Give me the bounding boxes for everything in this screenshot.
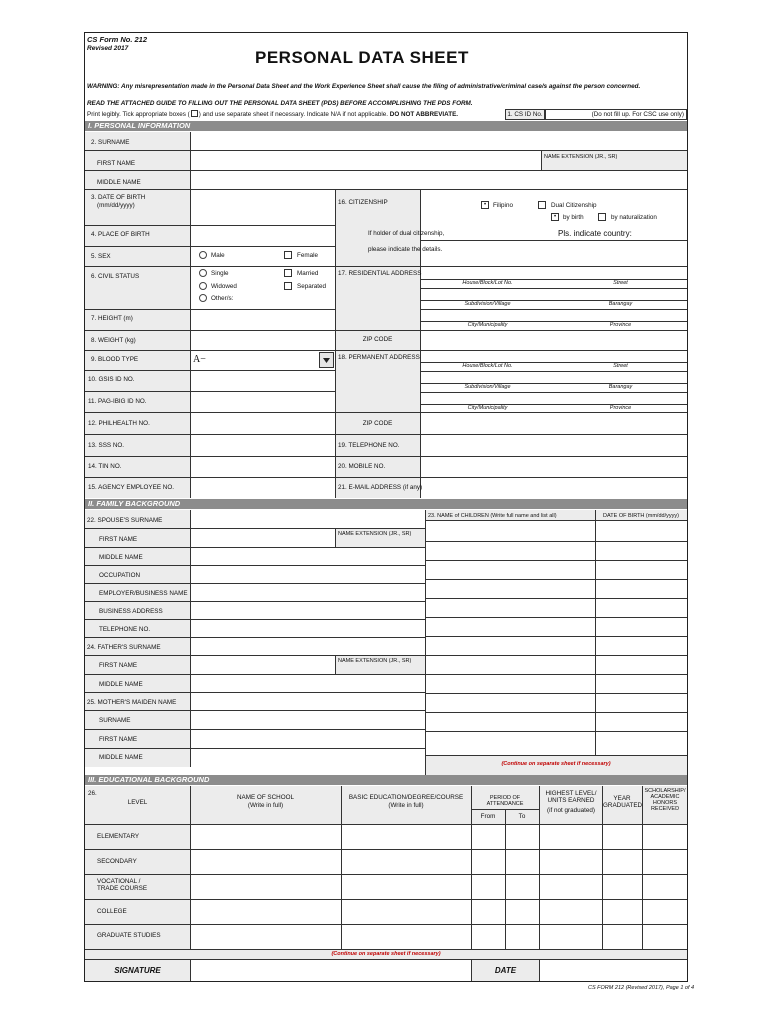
middle-name-label: MIDDLE NAME	[97, 179, 141, 186]
filipino-checkbox[interactable]: •	[481, 201, 489, 209]
date-field[interactable]	[540, 960, 687, 981]
vocational-row[interactable]	[191, 875, 687, 899]
revised-label: Revised 2017	[87, 45, 129, 52]
mother-maiden-input[interactable]	[191, 693, 425, 710]
permanent-city-input[interactable]	[421, 393, 687, 404]
indicate-details-text: please indicate the details.	[368, 246, 443, 253]
college-label: COLLEGE	[97, 908, 127, 915]
by-naturalization-label: by naturalization	[611, 214, 657, 221]
by-birth-label: by birth	[563, 214, 584, 221]
email-input[interactable]	[421, 478, 687, 498]
by-birth-checkbox[interactable]: •	[551, 213, 559, 221]
sss-label: 13. SSS NO.	[88, 442, 125, 449]
mother-first-name-label: FIRST NAME	[99, 736, 138, 743]
father-first-name-input[interactable]	[191, 656, 335, 674]
father-first-name-label: FIRST NAME	[99, 662, 138, 669]
sss-input[interactable]	[191, 435, 335, 456]
mother-maiden-label: 25. MOTHER'S MAIDEN NAME	[87, 699, 177, 706]
permanent-address-label: 18. PERMANENT ADDRESS	[338, 354, 420, 361]
occupation-label: OCCUPATION	[99, 572, 141, 579]
agency-no-label: 15. AGENCY EMPLOYEE NO.	[88, 484, 174, 491]
pagibig-label: 11. PAG-IBIG ID NO.	[88, 398, 147, 405]
residential-zip-input[interactable]	[421, 331, 687, 350]
business-address-input[interactable]	[191, 602, 425, 619]
residential-city-input[interactable]	[421, 310, 687, 321]
married-label: Married	[297, 270, 319, 277]
father-middle-name-input[interactable]	[191, 675, 425, 692]
chevron-down-icon[interactable]	[319, 352, 334, 368]
male-radio[interactable]	[199, 251, 207, 259]
permanent-zip-label: ZIP CODE	[362, 420, 393, 427]
signature-field[interactable]	[191, 960, 471, 981]
dual-holder-text: If holder of dual citizenship,	[368, 230, 445, 237]
spouse-first-name-label: FIRST NAME	[99, 536, 138, 543]
section-educational-background: III. EDUCATIONAL BACKGROUND	[85, 775, 687, 785]
residential-house-input[interactable]	[421, 267, 687, 279]
read-guide-text: READ THE ATTACHED GUIDE TO FILLING OUT THE PERSONAL DATA SHEET (PDS) BEFORE ACCOMPLISHING THE PDS FORM.	[87, 100, 473, 107]
section-family-background: II. FAMILY BACKGROUND	[85, 499, 687, 509]
year-graduated-header: YEAR GRADUATED	[603, 795, 643, 810]
spouse-telephone-label: TELEPHONE NO.	[99, 626, 151, 633]
married-checkbox[interactable]	[284, 269, 292, 277]
pagibig-input[interactable]	[191, 392, 335, 412]
single-label: Single	[211, 270, 229, 277]
mother-surname-label: SURNAME	[99, 717, 131, 724]
dob-input[interactable]	[191, 190, 335, 225]
mother-middle-name-label: MIDDLE NAME	[99, 754, 143, 761]
print-legibly-text: Print legibly. Tick appropriate boxes ( ) and use separate sheet if necessary. Indicate N/A if not applicable. DO NOT ABBREVIATE.	[87, 111, 459, 118]
permanent-house-input[interactable]	[421, 351, 687, 362]
mother-first-name-input[interactable]	[191, 730, 425, 748]
graduate-studies-row[interactable]	[191, 925, 687, 949]
page-title: PERSONAL DATA SHEET	[255, 48, 469, 67]
civil-status-label: 6. CIVIL STATUS	[91, 273, 140, 280]
signature-label: SIGNATURE	[114, 966, 161, 975]
children-dob-input[interactable]	[596, 522, 687, 754]
education-num: 26.	[88, 790, 97, 797]
level-header: LEVEL	[127, 799, 148, 806]
filipino-label: Filipino	[493, 202, 513, 209]
father-surname-label: 24. FATHER'S SURNAME	[87, 644, 161, 651]
spouse-middle-name-label: MIDDLE NAME	[99, 554, 143, 561]
date-label: DATE	[494, 966, 517, 975]
spouse-middle-name-input[interactable]	[191, 548, 425, 565]
agency-no-input[interactable]	[191, 478, 335, 498]
tin-label: 14. TIN NO.	[88, 463, 122, 470]
period-header: PERIOD OF ATTENDANCE	[486, 795, 524, 808]
elementary-label: ELEMENTARY	[97, 833, 140, 840]
single-radio[interactable]	[199, 269, 207, 277]
blood-type-value: A−	[193, 354, 206, 365]
section-personal-information: I. PERSONAL INFORMATION	[85, 121, 687, 131]
occupation-input[interactable]	[191, 566, 425, 583]
form-sheet: CS Form No. 212 Revised 2017 PERSONAL DATA SHEET WARNING: Any misrepresentation made in the Personal Data Sheet and the Work Experience Sheet shall cause the filing of administrative/criminal case/s against the person concerned. READ THE ATTACHED GUIDE TO FILLING OUT THE PERSONAL DATA SHEET (PDS) BEFORE ACCOMPLISHING THE PDS FORM. Print legibly. Tick appropriate boxes ( ) and use separate sheet if necessary. Indicate N/A if not applicable. DO NOT ABBREVIATE. 1. CS ID No. (Do not fill up. For CSC use only) I. PERSONAL INFORMATION 2. SURNAME FIRST NAME NAME EXTENSION (JR., SR) MIDDLE NAME 3. DATE OF BIRTH (mm/dd/yyyy) 4. PLACE OF BIRTH 5. SEX Male Female 6. CIVIL STATUS Single Married Widowed Separated Other/s: 7. HEIGHT (m) 8. WEIGHT (kg) 9. BLOOD TYPE A− 10. GSIS ID NO. 11. PAG-IBIG ID NO. 12. PHILHEALTH NO. 13. SSS NO. 14. TIN NO. 15. AGENCY EMPLOYEE NO. 16. CITIZENSHIP • Filipino Dual Citizenship • by birth by naturalization If holder of dual citizenship, Pls. indicate country: please indicate the details. 17. RESIDENTIAL ADDRESS House/Block/Lot No. Street Subdivision/Village Barangay City/Municipality Province ZIP CODE 18. PERMANENT ADDRESS House/Block/Lot No. Street Subdivision/Village Barangay City/Municipality Province ZIP CODE 19. TELEPHONE NO. 20. MOBILE NO. 21. E-MAIL ADDRESS (if any) II. FAMILY BACKGROUND 22. SPOUSE'S SURNAME FIRST NAME NAME EXTENSION (JR., SR) MIDDLE NAME OCCUPATION EMPLOYER/BUSINESS NAME BUSINESS ADDRESS TELEPHONE NO. 24. FATHER'S SURNAME FIRST NAME NAME EXTENSION (JR., SR) MIDDLE NAME 25. MOTHER'S MAIDEN NAME SURNAME FIRST NAME MIDDLE NAME 23. NAME of CHILDREN (Write full name and list all) DATE OF BIRTH (mm/dd/yyyy) (Continue on separate sheet if necessary) III. EDUCATIONAL BACKGROUND 26. LEVEL NAME OF SCHOOL (Write in full) BASIC EDUCATION/DEGREE/COURSE (Write in full) PERIOD OF ATTENDANCE From To HIGHEST LEVEL/ UNITS EARNED (if not graduated) YEAR GRADUATED SCHOLARSHIP/ ACADEMIC HONORS RECEIVED ELEMENTARY SECONDARY VOCATIONAL / TRADE COURSE COLLEGE GRADUATE STUDIES (Continue on separate sheet if necessary) SIGNATURE DATE	[84, 32, 688, 982]
height-label: 7. HEIGHT (m)	[91, 315, 133, 322]
employer-input[interactable]	[191, 584, 425, 601]
pob-input[interactable]	[191, 226, 335, 246]
dual-citizenship-checkbox[interactable]	[538, 201, 546, 209]
mobile-input[interactable]	[421, 457, 687, 477]
middle-name-input[interactable]	[191, 171, 687, 189]
gsis-input[interactable]	[191, 371, 335, 391]
dob-label: 3. DATE OF BIRTH	[91, 194, 146, 201]
telephone-label: 19. TELEPHONE NO.	[338, 442, 400, 449]
first-name-input[interactable]	[191, 151, 541, 170]
honors-header: SCHOLARSHIP/ ACADEMIC HONORS RECEIVED	[644, 788, 686, 813]
secondary-label: SECONDARY	[97, 858, 137, 865]
blood-type-select[interactable]	[191, 351, 335, 370]
mobile-label: 20. MOBILE NO.	[338, 463, 386, 470]
children-dob-label: DATE OF BIRTH (mm/dd/yyyy)	[603, 513, 679, 519]
blood-type-label: 9. BLOOD TYPE	[91, 356, 139, 363]
tick-box-sample	[191, 110, 198, 117]
pob-label: 4. PLACE OF BIRTH	[91, 231, 150, 238]
college-row[interactable]	[191, 900, 687, 924]
first-name-label: FIRST NAME	[97, 160, 136, 167]
widowed-label: Widowed	[211, 283, 237, 290]
female-checkbox[interactable]	[284, 251, 292, 259]
height-input[interactable]	[191, 310, 335, 330]
warning-text: WARNING: Any misrepresentation made in the Personal Data Sheet and the Work Experience Sheet shall cause the filing of administrative/criminal case/s against the person concerned.	[87, 83, 641, 90]
children-names-input[interactable]	[426, 522, 594, 754]
by-naturalization-checkbox[interactable]	[598, 213, 606, 221]
mother-middle-name-input[interactable]	[191, 749, 425, 767]
father-middle-name-label: MIDDLE NAME	[99, 681, 143, 688]
to-header: To	[518, 813, 526, 820]
employer-label: EMPLOYER/BUSINESS NAME	[99, 590, 188, 597]
separated-label: Separated	[297, 283, 327, 290]
spouse-telephone-input[interactable]	[191, 620, 425, 637]
spouse-name-extension-box[interactable]: NAME EXTENSION (JR., SR)	[335, 529, 425, 547]
school-header: NAME OF SCHOOL	[236, 794, 295, 801]
family-continue-note: (Continue on separate sheet if necessary)	[501, 761, 611, 767]
page-footer: CS FORM 212 (Revised 2017), Page 1 of 4	[588, 985, 695, 991]
others-label: Other/s:	[211, 295, 234, 302]
vocational-label: VOCATIONAL / TRADE COURSE	[97, 878, 148, 893]
email-label: 21. E-MAIL ADDRESS (if any)	[338, 484, 423, 491]
dual-citizenship-label: Dual Citizenship	[551, 202, 597, 209]
spouse-surname-label: 22. SPOUSE'S SURNAME	[87, 517, 163, 524]
spouse-surname-input[interactable]	[191, 511, 425, 528]
permanent-zip-input[interactable]	[421, 413, 687, 434]
graduate-studies-label: GRADUATE STUDIES	[97, 932, 161, 939]
cs-id-label-box: 1. CS ID No.	[505, 109, 545, 120]
surname-label: 2. SURNAME	[91, 139, 130, 146]
weight-label: 8. WEIGHT (kg)	[91, 337, 136, 344]
cs-id-input[interactable]: (Do not fill up. For CSC use only)	[545, 109, 687, 120]
elementary-row[interactable]	[191, 825, 687, 849]
highest-level-header: HIGHEST LEVEL/ UNITS EARNED	[545, 790, 597, 805]
form-number: CS Form No. 212	[87, 35, 148, 44]
tin-input[interactable]	[191, 457, 335, 477]
residential-zip-label: ZIP CODE	[362, 336, 393, 343]
residential-address-label: 17. RESIDENTIAL ADDRESS	[338, 270, 422, 277]
mother-surname-input[interactable]	[191, 711, 425, 729]
father-surname-input[interactable]	[191, 638, 425, 655]
education-continue-note: (Continue on separate sheet if necessary)	[331, 951, 441, 957]
secondary-row[interactable]	[191, 850, 687, 874]
others-radio[interactable]	[199, 294, 207, 302]
surname-input[interactable]	[191, 133, 687, 150]
dob-format: (mm/dd/yyyy)	[97, 202, 135, 209]
children-label: 23. NAME of CHILDREN (Write full name and list all)	[428, 513, 557, 519]
citizenship-label: 16. CITIZENSHIP	[338, 199, 388, 206]
separated-checkbox[interactable]	[284, 282, 292, 290]
telephone-input[interactable]	[421, 435, 687, 456]
business-address-label: BUSINESS ADDRESS	[99, 608, 163, 615]
gsis-label: 10. GSIS ID NO.	[88, 376, 135, 383]
dual-citizenship-country-select[interactable]	[421, 241, 687, 266]
male-label: Male	[211, 252, 225, 259]
widowed-radio[interactable]	[199, 282, 207, 290]
residential-subdivision-input[interactable]	[421, 289, 687, 300]
sex-label: 5. SEX	[91, 253, 111, 260]
course-header: BASIC EDUCATION/DEGREE/COURSE	[348, 794, 464, 801]
philhealth-input[interactable]	[191, 413, 335, 434]
permanent-subdivision-input[interactable]	[421, 372, 687, 383]
indicate-country-label: Pls. indicate country:	[558, 229, 632, 238]
spouse-first-name-input[interactable]	[191, 529, 335, 547]
weight-input[interactable]	[191, 331, 335, 350]
name-extension-box[interactable]: NAME EXTENSION (JR., SR)	[541, 151, 687, 170]
father-name-extension-box[interactable]: NAME EXTENSION (JR., SR)	[335, 656, 425, 674]
female-label: Female	[297, 252, 318, 259]
philhealth-label: 12. PHILHEALTH NO.	[88, 420, 150, 427]
from-header: From	[480, 813, 496, 820]
